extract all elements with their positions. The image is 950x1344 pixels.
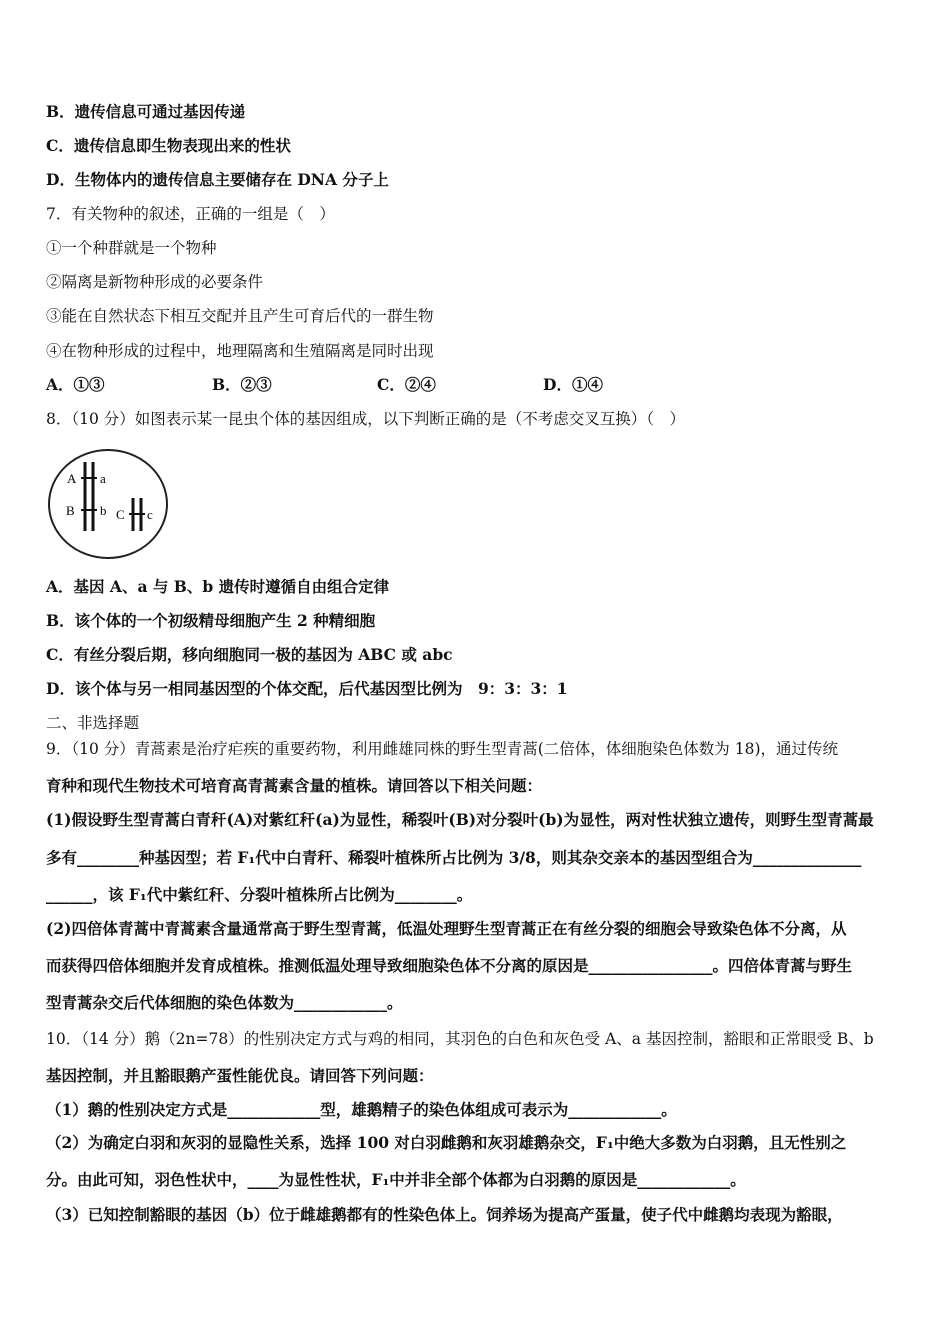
q10-line-2: 基因控制，并且豁眼鹅产蛋性能优良。请回答下列问题： (46, 1066, 434, 1085)
q8-stem: 8．（10 分）如图表示某一昆虫个体的基因组成，以下判断正确的是（不考虑交叉互换）（ ） (46, 410, 686, 428)
q9-line-8: 型青蒿杂交后代体细胞的染色体数为____________。 (46, 993, 403, 1012)
q6-option-d: D．生物体内的遗传信息主要储存在 DNA 分子上 (46, 170, 389, 189)
q8-option-a: A．基因 A、a 与 B、b 遗传时遵循自由组合定律 (46, 577, 390, 596)
q7-option-c: C．②④ (377, 375, 436, 394)
q8-option-c: C．有丝分裂后期，移向细胞同一极的基因为 ABC 或 abc (46, 645, 453, 664)
q7-statement-4: ④在物种形成的过程中，地理隔离和生殖隔离是同时出现 (46, 342, 434, 360)
q9-line-1: 9．（10 分）青蒿素是治疗疟疾的重要药物，利用雌雄同株的野生型青蒿(二倍体，体细胞染色体数为 18)，通过传统 (46, 740, 839, 758)
q9-line-3: (1)假设野生型青蒿白青秆(A)对紫红秆(a)为显性，稀裂叶(B)对分裂叶(b)为显性，两对性状独立遗传，则野生型青蒿最 (46, 810, 874, 829)
q7-statement-1: ①一个种群就是一个物种 (46, 239, 217, 257)
q10-line-3: （1）鹅的性别决定方式是____________型，雄鹅精子的染色体组成可表示为____________。 (46, 1100, 677, 1119)
q6-option-b: B．遗传信息可通过基因传递 (46, 102, 246, 121)
gene-cell-diagram (46, 447, 170, 561)
q9-line-4: 多有________种基因型；若 F₁代中白青秆、稀裂叶植株所占比例为 3/8，则其杂交亲本的基因型组合为______________ (46, 848, 862, 867)
q10-line-6: （3）已知控制豁眼的基因（b）位于雌雄鹅都有的性染色体上。饲养场为提高产蛋量，使子代中雌鹅均表现为豁眼， (46, 1205, 843, 1224)
q9-line-2: 育种和现代生物技术可培育高青蒿素含量的植株。请回答以下相关问题： (46, 776, 543, 795)
gene-label-a: a (100, 471, 106, 486)
q7-options (46, 375, 906, 395)
q6-option-c: C．遗传信息即生物表现出来的性状 (46, 136, 291, 155)
q9-line-6: (2)四倍体青蒿中青蒿素含量通常高于野生型青蒿，低温处理野生型青蒿正在有丝分裂的细胞会导致染色体不分离，从 (46, 919, 847, 938)
q7-statement-2: ②隔离是新物种形成的必要条件 (46, 273, 264, 291)
q7-statement-3: ③能在自然状态下相互交配并且产生可育后代的一群生物 (46, 307, 434, 325)
gene-label-c: c (147, 507, 153, 522)
q7-option-a: A．①③ (46, 375, 105, 394)
q10-line-1: 10．（14 分）鹅（2n=78）的性别决定方式与鸡的相同，其羽色的白色和灰色受 A、a 基因控制，豁眼和正常眼受 B、b (46, 1030, 874, 1048)
q9-line-7: 而获得四倍体细胞并发育成植株。推测低温处理导致细胞染色体不分离的原因是________________。四倍体青蒿与野生 (46, 956, 853, 975)
q8-option-b: B．该个体的一个初级精母细胞产生 2 种精细胞 (46, 611, 376, 630)
q8-option-d: D．该个体与另一相同基因型的个体交配，后代基因型比例为 9：3：3：1 (46, 679, 568, 698)
q10-line-4: （2）为确定白羽和灰羽的显隐性关系，选择 100 对白羽雌鹅和灰羽雄鹅杂交，F₁中绝大多数为白羽鹅，且无性别之 (46, 1133, 847, 1152)
q7-option-d: D．①④ (543, 375, 603, 394)
gene-label-A: A (67, 471, 77, 486)
gene-label-C: C (116, 507, 125, 522)
gene-label-b: b (100, 503, 107, 518)
q10-line-5: 分。由此可知，羽色性状中，____为显性性状，F₁中并非全部个体都为白羽鹅的原因是____________。 (46, 1170, 746, 1189)
gene-label-B: B (66, 503, 75, 518)
q7-option-b: B．②③ (212, 375, 272, 394)
section-2-title: 二、非选择题 (46, 714, 140, 732)
q7-stem: 7．有关物种的叙述，正确的一组是（ ） (46, 205, 335, 223)
q9-line-5: ______，该 F₁代中紫红秆、分裂叶植株所占比例为________。 (46, 885, 473, 904)
